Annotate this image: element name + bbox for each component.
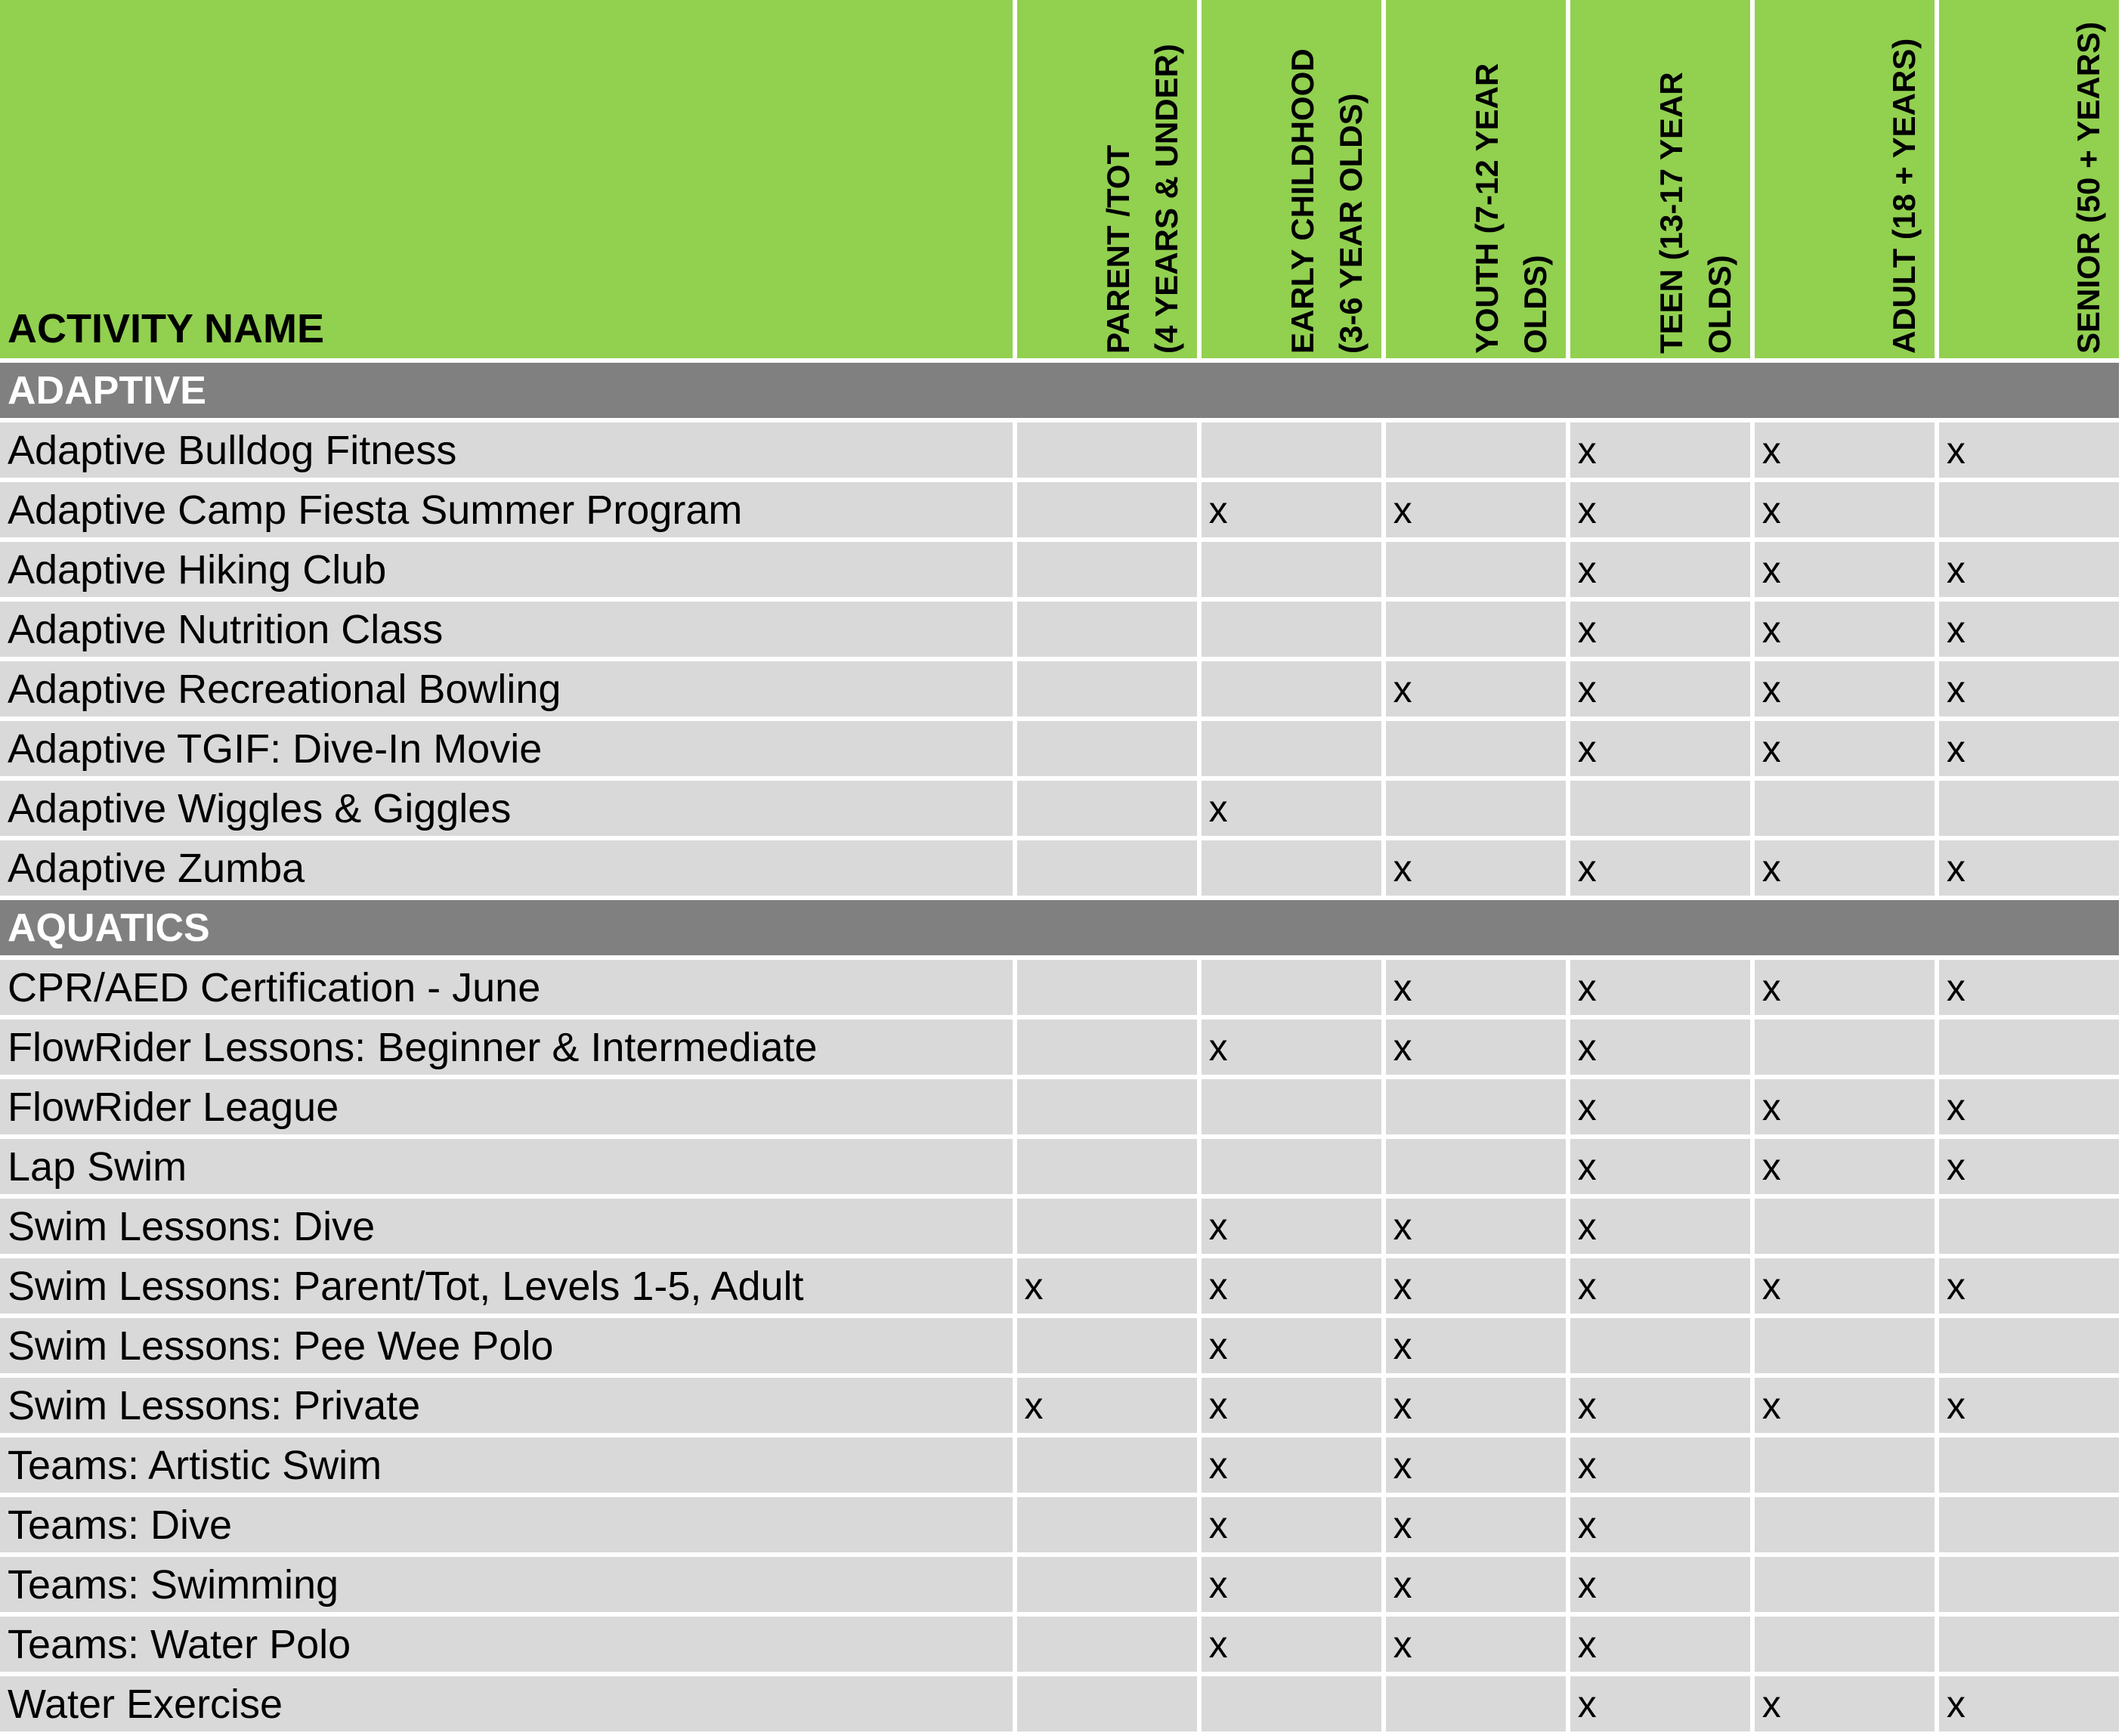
age-mark-cell: x: [1755, 661, 1935, 716]
age-mark-cell: x: [1570, 1378, 1750, 1433]
age-mark-cell: x: [1202, 482, 1381, 537]
age-mark-cell: [1202, 661, 1381, 716]
age-mark-cell: [1755, 1497, 1935, 1552]
age-mark-cell: [1939, 1437, 2119, 1493]
activity-name-cell: Swim Lessons: Parent/Tot, Levels 1-5, Adult: [0, 1258, 1013, 1314]
age-mark-cell: [1939, 1318, 2119, 1373]
table-row: [0, 1199, 2119, 1254]
age-mark-cell: x: [1386, 1557, 1566, 1612]
age-mark-cell: [1017, 661, 1197, 716]
age-mark-cell: [1017, 721, 1197, 776]
age-mark-cell: x: [1202, 1557, 1381, 1612]
category-title: AQUATICS: [0, 900, 2119, 955]
activity-name-cell: Adaptive Hiking Club: [0, 542, 1013, 597]
age-mark-cell: x: [1202, 1020, 1381, 1075]
table-row: [0, 661, 2119, 716]
age-mark-cell: x: [1939, 602, 2119, 657]
age-mark-cell: x: [1570, 661, 1750, 716]
age-mark-cell: x: [1570, 602, 1750, 657]
age-column-header: TEEN (13-17 YEAR OLDS): [1570, 0, 1750, 358]
age-mark-cell: x: [1386, 840, 1566, 896]
activity-name-cell: Teams: Dive: [0, 1497, 1013, 1552]
age-mark-cell: x: [1570, 482, 1750, 537]
age-mark-cell: x: [1755, 840, 1935, 896]
age-mark-cell: [1017, 960, 1197, 1015]
age-mark-cell: x: [1386, 1497, 1566, 1552]
activity-name-cell: Water Exercise: [0, 1676, 1013, 1731]
age-mark-cell: [1017, 1497, 1197, 1552]
age-mark-cell: [1202, 602, 1381, 657]
age-mark-cell: x: [1202, 1617, 1381, 1672]
age-mark-cell: [1939, 482, 2119, 537]
age-mark-cell: x: [1017, 1378, 1197, 1433]
age-mark-cell: x: [1570, 422, 1750, 478]
age-mark-cell: x: [1939, 840, 2119, 896]
age-mark-cell: x: [1202, 1378, 1381, 1433]
table-row: [0, 1258, 2119, 1314]
activity-name-cell: Adaptive Wiggles & Giggles: [0, 781, 1013, 836]
age-mark-cell: x: [1939, 1258, 2119, 1314]
age-mark-cell: x: [1755, 960, 1935, 1015]
activity-name-cell: FlowRider League: [0, 1079, 1013, 1134]
activity-name-cell: Swim Lessons: Pee Wee Polo: [0, 1318, 1013, 1373]
age-mark-cell: [1017, 422, 1197, 478]
age-mark-cell: x: [1939, 1378, 2119, 1433]
table-row: [0, 1378, 2119, 1433]
table-row: [0, 542, 2119, 597]
age-mark-cell: x: [1755, 1676, 1935, 1731]
table-row: [0, 1079, 2119, 1134]
age-mark-cell: [1017, 781, 1197, 836]
age-mark-cell: [1755, 1617, 1935, 1672]
age-mark-cell: x: [1570, 1557, 1750, 1612]
age-mark-cell: x: [1939, 1676, 2119, 1731]
category-title: ADAPTIVE: [0, 363, 2119, 418]
age-mark-cell: x: [1755, 1139, 1935, 1194]
age-mark-cell: [1755, 1437, 1935, 1493]
age-mark-cell: x: [1939, 1139, 2119, 1194]
age-mark-cell: [1017, 482, 1197, 537]
table-row: [0, 1318, 2119, 1373]
age-mark-cell: x: [1386, 1199, 1566, 1254]
age-mark-cell: x: [1202, 1437, 1381, 1493]
age-mark-cell: [1202, 542, 1381, 597]
age-mark-cell: x: [1570, 1199, 1750, 1254]
age-mark-cell: [1939, 1020, 2119, 1075]
age-mark-cell: [1202, 1079, 1381, 1134]
age-mark-cell: x: [1202, 1199, 1381, 1254]
age-mark-cell: x: [1386, 1617, 1566, 1672]
activity-name-cell: Swim Lessons: Private: [0, 1378, 1013, 1433]
age-mark-cell: [1386, 1079, 1566, 1134]
activity-name-cell: FlowRider Lessons: Beginner & Intermediate: [0, 1020, 1013, 1075]
age-mark-cell: x: [1386, 960, 1566, 1015]
age-mark-cell: [1570, 781, 1750, 836]
table-row: [0, 781, 2119, 836]
age-mark-cell: x: [1386, 1020, 1566, 1075]
activity-name-cell: Adaptive Recreational Bowling: [0, 661, 1013, 716]
age-mark-cell: x: [1570, 1020, 1750, 1075]
age-mark-cell: [1017, 1079, 1197, 1134]
age-mark-cell: [1939, 1557, 2119, 1612]
age-column-header: PARENT /TOT (4 YEARS & UNDER): [1017, 0, 1197, 358]
age-mark-cell: x: [1202, 1258, 1381, 1314]
activity-name-cell: Adaptive Bulldog Fitness: [0, 422, 1013, 478]
age-column-header: EARLY CHILDHOOD (3-6 YEAR OLDS): [1202, 0, 1381, 358]
table-row: [0, 1139, 2119, 1194]
age-mark-cell: x: [1202, 781, 1381, 836]
age-mark-cell: [1202, 960, 1381, 1015]
activity-name-cell: Teams: Artistic Swim: [0, 1437, 1013, 1493]
age-mark-cell: x: [1386, 1318, 1566, 1373]
table-row: [0, 1676, 2119, 1731]
activity-name-cell: Adaptive Zumba: [0, 840, 1013, 896]
age-mark-cell: [1755, 781, 1935, 836]
table-row: [0, 721, 2119, 776]
age-mark-cell: [1202, 1676, 1381, 1731]
age-mark-cell: x: [1939, 422, 2119, 478]
age-mark-cell: [1017, 602, 1197, 657]
table-row: [0, 1020, 2119, 1075]
age-mark-cell: [1386, 721, 1566, 776]
activity-name-cell: Lap Swim: [0, 1139, 1013, 1194]
age-mark-cell: [1386, 542, 1566, 597]
age-mark-cell: x: [1939, 661, 2119, 716]
age-mark-cell: [1755, 1020, 1935, 1075]
age-mark-cell: x: [1386, 661, 1566, 716]
age-mark-cell: x: [1202, 1497, 1381, 1552]
age-mark-cell: [1017, 1318, 1197, 1373]
age-mark-cell: [1386, 1139, 1566, 1194]
table-row: [0, 602, 2119, 657]
age-mark-cell: [1017, 1020, 1197, 1075]
age-mark-cell: x: [1755, 422, 1935, 478]
age-mark-cell: x: [1570, 1437, 1750, 1493]
age-mark-cell: x: [1570, 721, 1750, 776]
age-mark-cell: [1017, 1676, 1197, 1731]
age-mark-cell: x: [1202, 1318, 1381, 1373]
age-mark-cell: [1202, 422, 1381, 478]
age-mark-cell: [1939, 1199, 2119, 1254]
age-column-header: YOUTH (7-12 YEAR OLDS): [1386, 0, 1566, 358]
age-mark-cell: x: [1570, 1258, 1750, 1314]
age-mark-cell: x: [1386, 482, 1566, 537]
age-mark-cell: x: [1755, 1258, 1935, 1314]
age-mark-cell: [1202, 840, 1381, 896]
activity-name-cell: Teams: Swimming: [0, 1557, 1013, 1612]
age-mark-cell: [1386, 781, 1566, 836]
age-mark-cell: [1755, 1557, 1935, 1612]
category-row: [0, 900, 2119, 955]
age-mark-cell: x: [1755, 1378, 1935, 1433]
age-mark-cell: [1939, 781, 2119, 836]
age-mark-cell: x: [1939, 960, 2119, 1015]
age-mark-cell: [1017, 1199, 1197, 1254]
age-mark-cell: [1017, 542, 1197, 597]
age-mark-cell: x: [1570, 1676, 1750, 1731]
age-mark-cell: x: [1755, 1079, 1935, 1134]
age-mark-cell: x: [1755, 482, 1935, 537]
age-mark-cell: x: [1570, 1617, 1750, 1672]
table-row: [0, 1617, 2119, 1672]
age-mark-cell: [1939, 1617, 2119, 1672]
age-mark-cell: [1202, 1139, 1381, 1194]
age-column-header: ADULT (18 + YEARS): [1755, 0, 1935, 358]
age-mark-cell: [1386, 602, 1566, 657]
activity-name-cell: Swim Lessons: Dive: [0, 1199, 1013, 1254]
age-mark-cell: [1017, 1617, 1197, 1672]
table-row: [0, 960, 2119, 1015]
age-mark-cell: x: [1939, 542, 2119, 597]
activity-name-cell: Adaptive TGIF: Dive-In Movie: [0, 721, 1013, 776]
age-mark-cell: x: [1017, 1258, 1197, 1314]
age-column-header: SENIOR (50 + YEARS): [1939, 0, 2119, 358]
age-mark-cell: [1570, 1318, 1750, 1373]
age-mark-cell: [1755, 1318, 1935, 1373]
age-mark-cell: [1202, 721, 1381, 776]
age-mark-cell: x: [1939, 1079, 2119, 1134]
activity-name-header: ACTIVITY NAME: [0, 0, 1013, 358]
age-mark-cell: [1755, 1199, 1935, 1254]
age-mark-cell: [1017, 1139, 1197, 1194]
table-row: [0, 840, 2119, 896]
table-row: [0, 1497, 2119, 1552]
activity-name-cell: CPR/AED Certification - June: [0, 960, 1013, 1015]
activity-name-cell: Adaptive Camp Fiesta Summer Program: [0, 482, 1013, 537]
age-mark-cell: [1017, 840, 1197, 896]
age-mark-cell: [1386, 422, 1566, 478]
age-mark-cell: x: [1755, 602, 1935, 657]
age-mark-cell: [1017, 1437, 1197, 1493]
age-mark-cell: x: [1570, 1497, 1750, 1552]
header-row: [0, 0, 2119, 358]
age-mark-cell: x: [1570, 960, 1750, 1015]
age-mark-cell: x: [1939, 721, 2119, 776]
age-mark-cell: x: [1755, 542, 1935, 597]
activity-name-cell: Adaptive Nutrition Class: [0, 602, 1013, 657]
age-mark-cell: x: [1570, 1139, 1750, 1194]
category-row: [0, 363, 2119, 418]
age-mark-cell: x: [1386, 1258, 1566, 1314]
table-row: [0, 422, 2119, 478]
age-mark-cell: [1939, 1497, 2119, 1552]
age-mark-cell: [1017, 1557, 1197, 1612]
age-mark-cell: x: [1570, 542, 1750, 597]
age-mark-cell: x: [1570, 1079, 1750, 1134]
age-mark-cell: x: [1755, 721, 1935, 776]
age-mark-cell: [1386, 1676, 1566, 1731]
table-row: [0, 1437, 2119, 1493]
age-mark-cell: x: [1386, 1378, 1566, 1433]
activity-name-cell: Teams: Water Polo: [0, 1617, 1013, 1672]
table-row: [0, 1557, 2119, 1612]
age-mark-cell: x: [1570, 840, 1750, 896]
table-row: [0, 482, 2119, 537]
age-mark-cell: x: [1386, 1437, 1566, 1493]
